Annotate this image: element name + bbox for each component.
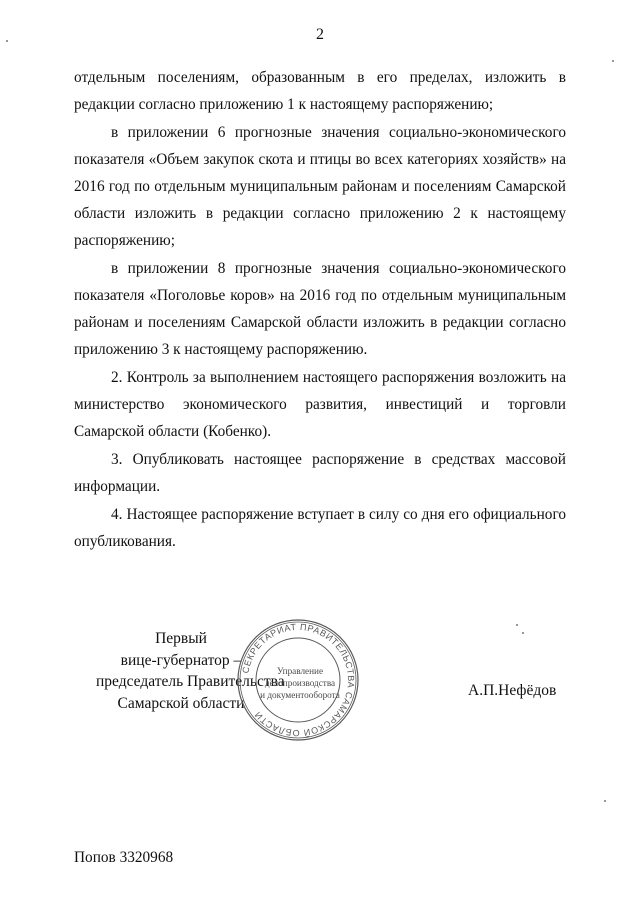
scan-speck (6, 40, 8, 42)
seal-center-line: и документооборота (260, 690, 340, 700)
scan-speck (604, 800, 606, 802)
seal-center-line: делопроизводства (264, 678, 336, 688)
signatory-title-line: вице-губернатор – (120, 651, 242, 669)
paragraph: в приложении 6 прогнозные значения социально-экономического показателя «Объем закупок скота и птицы во всех категориях хозяйств» на 2016 год по отдельным муниципальным районам и поселениям Самарской области изложить в редакции согласно приложению 2 к настоящему распоряжению; (74, 124, 566, 249)
paragraph: 2. Контроль за выполнением настоящего распоряжения возложить на министерство экономического развития, инвестиций и торговли Самарской области (Кобенко). (74, 369, 566, 440)
body-text (74, 64, 566, 556)
signatory-title-line: Первый (155, 630, 207, 647)
seal-center-line: Управление (276, 666, 324, 676)
signatory-title-line: председатель Правительства (96, 673, 285, 690)
page-number: 2 (316, 26, 324, 43)
paragraph: в приложении 8 прогнозные значения социально-экономического показателя «Поголовье коров» на 2016 год по отдельным муниципальным районам и поселениям Самарской области изложить в редакции согласно приложению 3 к настоящему распоряжению. (74, 260, 566, 358)
paragraph: 4. Настоящее распоряжение вступает в силу со дня его официального опубликования. (74, 506, 566, 550)
scan-speck (516, 624, 518, 626)
official-seal (236, 618, 360, 742)
signatory-name: А.П.Нефёдов (468, 682, 557, 699)
executor-note: Попов 3320968 (74, 849, 174, 866)
scan-speck (612, 60, 614, 62)
paragraph: отдельным поселениям, образованным в его пределах, изложить в редакции согласно приложению 1 к настоящему распоряжению; (74, 69, 566, 113)
signatory-title-line: Самарской области (117, 694, 245, 712)
seal-ring-text: СЕКРЕТАРИАТ ПРАВИТЕЛЬСТВА САМАРСКОЙ ОБЛАСТИ (240, 621, 357, 739)
scan-speck (522, 632, 524, 634)
paragraph: 3. Опубликовать настоящее распоряжение в средствах массовой информации. (74, 451, 566, 495)
